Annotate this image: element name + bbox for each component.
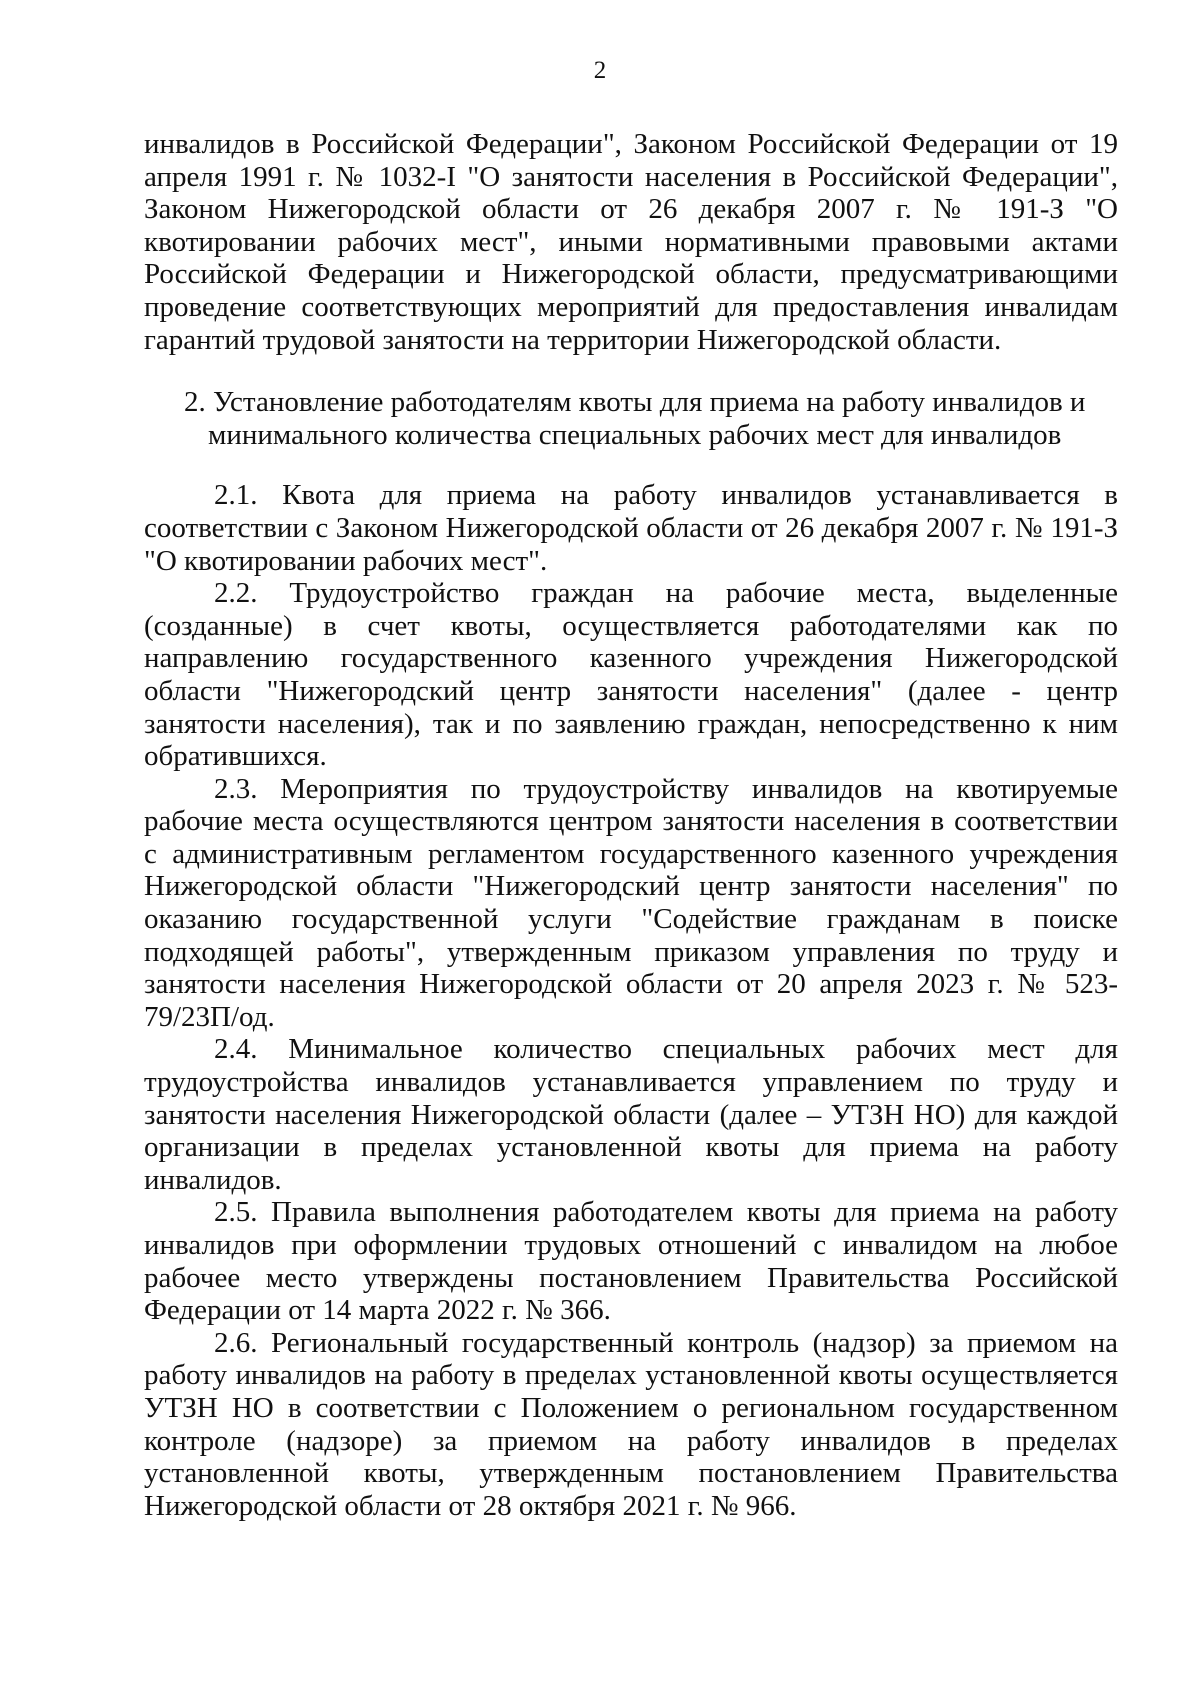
page-number: 2 bbox=[593, 57, 607, 84]
intro-paragraph: инвалидов в Российской Федерации", Законом Российской Федерации от 19 апреля 1991 г. № 1032-I "О занятости населения в Российской Федерации", Законом Нижегородской области от 26 декабря 2007 г. № 191-З "О квотировании рабочих мест", иными нормативными правовыми актами Российской Федерации и Нижегородской области, предусматривающими проведение соответствующих мероприятий для предоставления инвалидам гарантий трудовой занятости на территории Нижегородской области. bbox=[144, 128, 1118, 356]
paragraph-2-1: 2.1. Квота для приема на работу инвалидов устанавливается в соответствии с Законом Нижегородской области от 26 декабря 2007 г. № 191-З "О квотировании рабочих мест". bbox=[144, 479, 1118, 577]
paragraph-2-2: 2.2. Трудоустройство граждан на рабочие места, выделенные (созданные) в счет квоты, осуществляется работодателями как по направлению государственного казенного учреждения Нижегородской области "Нижегородский центр занятости населения" (далее - центр занятости населения), так и по заявлению граждан, непосредственно к ним обратившихся. bbox=[144, 577, 1118, 773]
paragraph-2-4: 2.4. Минимальное количество специальных рабочих мест для трудоустройства инвалидов устанавливается управлением по труду и занятости населения Нижегородской области (далее – УТЗН НО) для каждой организации в пределах установленной квоты для приема на работу инвалидов. bbox=[144, 1033, 1118, 1196]
section-heading bbox=[144, 386, 1118, 451]
section-heading-line-1: 2. Установление работодателям квоты для приема на работу инвалидов и bbox=[184, 386, 1086, 419]
section-heading-line-2: минимального количества специальных рабочих мест для инвалидов bbox=[208, 418, 1062, 451]
paragraph-2-5: 2.5. Правила выполнения работодателем квоты для приема на работу инвалидов при оформлении трудовых отношений с инвалидом на любое рабочее место утверждены постановлением Правительства Российской Федерации от 14 марта 2022 г. № 366. bbox=[144, 1196, 1118, 1327]
document-body bbox=[144, 128, 1118, 1522]
paragraph-2-3: 2.3. Мероприятия по трудоустройству инвалидов на квотируемые рабочие места осуществляются центром занятости населения в соответствии с административным регламентом государственного казенного учреждения Нижегородской области "Нижегородский центр занятости населения" по оказанию государственной услуги "Содействие гражданам в поиске подходящей работы", утвержденным приказом управления по труду и занятости населения Нижегородской области от 20 апреля 2023 г. № 523-79/23П/од. bbox=[144, 772, 1118, 1033]
paragraph-2-6: 2.6. Региональный государственный контроль (надзор) за приемом на работу инвалидов на работу в пределах установленной квоты осуществляется УТЗН НО в соответствии с Положением о региональном государственном контроле (надзоре) за приемом на работу инвалидов в пределах установленной квоты, утвержденным постановлением Правительства Нижегородской области от 28 октября 2021 г. № 966. bbox=[144, 1326, 1118, 1522]
